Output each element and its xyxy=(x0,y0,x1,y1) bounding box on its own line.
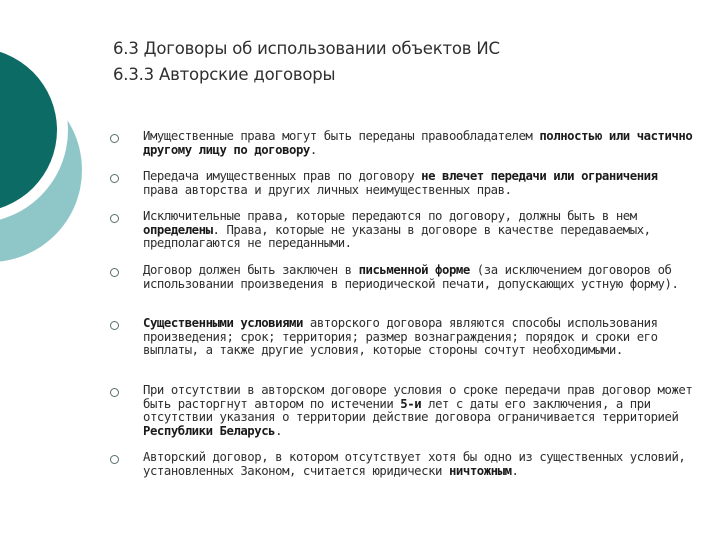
title-line-1: 6.3 Договоры об использовании объектов ИС xyxy=(113,39,500,58)
text-segment: При отсутствии в авторском договоре условия о сроке передачи прав договор может быть расторгнут автором по истечении xyxy=(143,383,693,411)
text-segment: лет с даты его заключения, а при отсутствии указания о территории действие договора ограничивается территорией xyxy=(143,396,679,424)
text-segment: . xyxy=(275,423,283,438)
bold-text-segment: полностью или частично другому лицу по договору xyxy=(143,129,693,157)
text-segment: . xyxy=(309,142,317,157)
text-segment: Имущественные права могут быть переданы правообладателем xyxy=(143,129,540,143)
text-segment: . xyxy=(511,463,519,478)
bullet-text xyxy=(143,451,695,478)
bullet-circle-icon xyxy=(110,174,119,183)
bullet-text xyxy=(143,130,695,157)
bold-text-segment: не влечет передачи или ограничения xyxy=(421,169,658,183)
bullet-text xyxy=(143,264,695,291)
text-segment: (за исключением договоров об использовании произведения в периодической печати, допускающих устную форму). xyxy=(143,263,679,291)
bullet-circle-icon xyxy=(110,388,119,397)
bullet-circle-icon xyxy=(110,214,119,223)
decorative-teal-circles xyxy=(0,0,90,300)
bold-text-segment: ничтожным xyxy=(448,463,512,478)
bold-text-segment: письменной форме xyxy=(358,263,470,277)
text-segment: Передача имущественных прав по договору xyxy=(143,169,422,183)
bold-text-segment: 5-и xyxy=(400,396,422,411)
text-segment: Договор должен быть заключен в xyxy=(143,263,359,277)
text-segment: Авторский договор, в котором отсутствует хотя бы одно из существенных условий, установленных Законом, считается юридически xyxy=(143,450,686,478)
bold-text-segment: Существенными условиями xyxy=(143,316,303,330)
bullet-text xyxy=(143,317,695,358)
bold-text-segment: определены xyxy=(143,222,213,237)
text-segment: . Права, которые не указаны в договоре в качестве передаваемых, предполагаются не переданными. xyxy=(143,222,651,250)
bold-text-segment: Республики Беларусь xyxy=(143,423,276,438)
text-segment: Исключительные права, которые передаются по договору, должны быть в нем xyxy=(143,209,637,223)
slide-title xyxy=(113,36,673,88)
bullet-circle-icon xyxy=(110,321,119,330)
bullet-text xyxy=(143,170,695,197)
text-segment: авторского договора являются способы использования произведения; срок; территория; размер вознаграждения; порядок и сроки его выплаты, а также другие условия, которые стороны сочтут необходимыми. xyxy=(143,316,658,357)
bullet-text xyxy=(143,210,695,251)
bullet-circle-icon xyxy=(110,268,119,277)
text-segment: права авторства и других личных неимущественных прав. xyxy=(143,182,512,197)
bullet-circle-icon xyxy=(110,455,119,464)
bullet-text xyxy=(143,384,695,438)
bullet-circle-icon xyxy=(110,134,119,143)
title-line-2: 6.3.3 Авторские договоры xyxy=(113,65,336,84)
